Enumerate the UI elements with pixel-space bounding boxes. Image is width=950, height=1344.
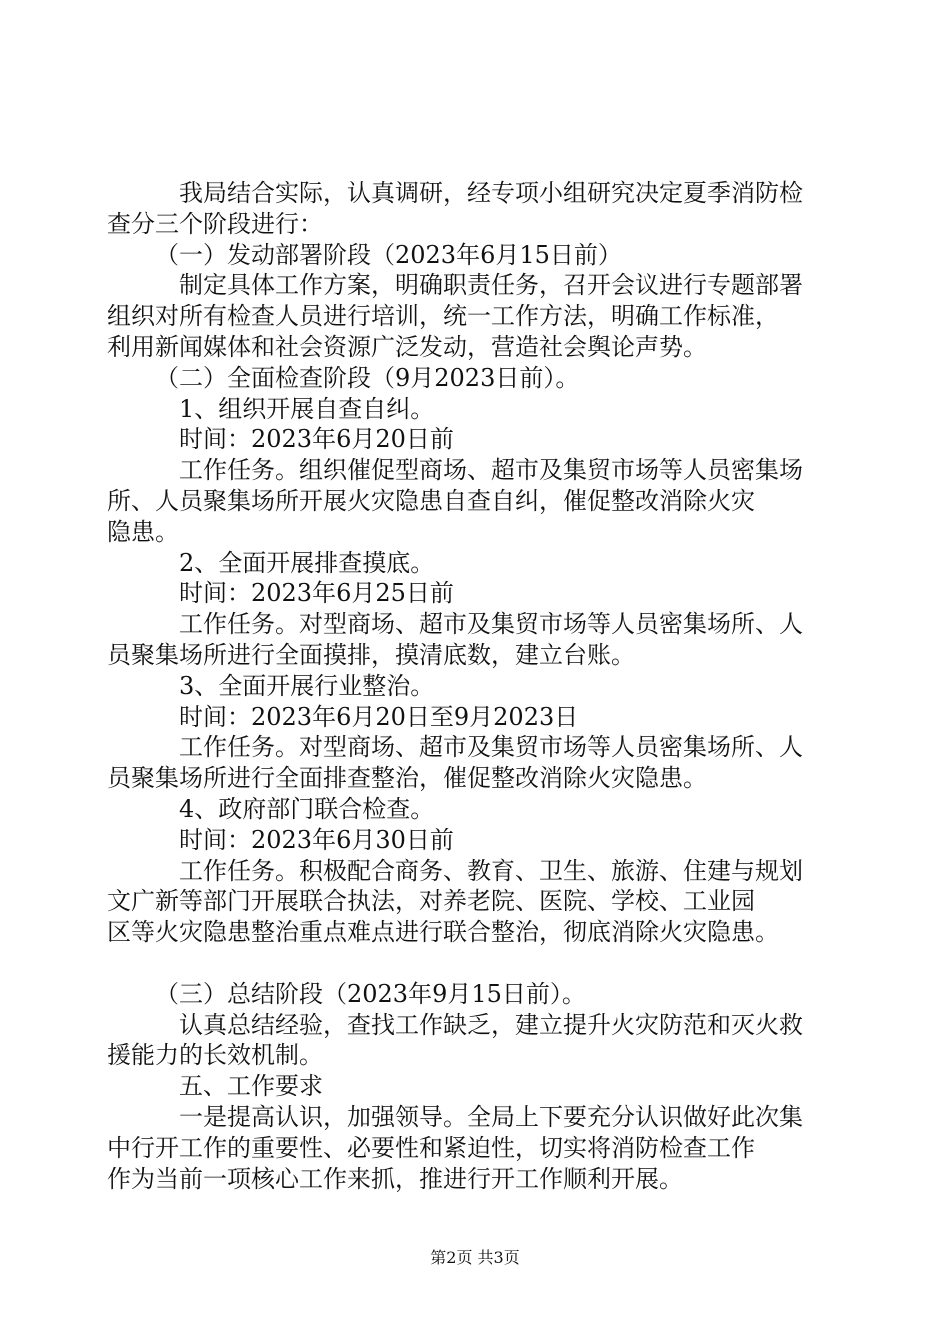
page-number: 第2页 共3页 xyxy=(430,1248,520,1267)
paragraph-line: 员聚集场所进行全面摸排，摸清底数，建立台账。 xyxy=(107,640,635,669)
paragraph-line: 工作任务。对型商场、超市及集贸市场等人员密集场所、人 xyxy=(179,610,803,639)
time-line: 时间：2023年6月30日前 xyxy=(179,825,454,854)
paragraph-line: 工作任务。对型商场、超市及集贸市场等人员密集场所、人 xyxy=(179,733,803,762)
section-heading: （一）发动部署阶段（2023年6月15日前） xyxy=(155,240,622,269)
paragraph-line: 工作任务。积极配合商务、教育、卫生、旅游、住建与规划 xyxy=(179,856,803,885)
paragraph-line: 区等火灾隐患整治重点难点进行联合整治，彻底消除火灾隐患。 xyxy=(107,918,779,947)
paragraph-line: 隐患。 xyxy=(107,517,179,546)
paragraph-line: 利用新闻媒体和社会资源广泛发动，营造社会舆论声势。 xyxy=(107,332,707,361)
paragraph-gap xyxy=(107,948,852,979)
subsection-heading: 1、组织开展自查自纠。 xyxy=(179,394,435,423)
paragraph-line: 中行开工作的重要性、必要性和紧迫性，切实将消防检查工作 xyxy=(107,1133,755,1162)
paragraph-line: 组织对所有检查人员进行培训，统一工作方法，明确工作标准， xyxy=(107,302,779,331)
paragraph-line: 工作任务。组织催促型商场、超市及集贸市场等人员密集场 xyxy=(179,456,803,485)
paragraph-line: 一是提高认识，加强领导。全局上下要充分认识做好此次集 xyxy=(179,1102,803,1131)
paragraph-line: 作为当前一项核心工作来抓，推进行开工作顺利开展。 xyxy=(107,1164,683,1193)
paragraph-line: 我局结合实际，认真调研，经专项小组研究决定夏季消防检 xyxy=(179,179,803,207)
subsection-heading: 2、全面开展排查摸底。 xyxy=(179,548,435,577)
page-footer xyxy=(0,1248,950,1268)
paragraph-line: 认真总结经验，查找工作缺乏，建立提升火灾防范和灭火救 xyxy=(179,1010,803,1039)
paragraph-line: 所、人员聚集场所开展火灾隐患自查自纠，催促整改消除火灾 xyxy=(107,486,755,515)
paragraph-line: 制定具体工作方案，明确职责任务，召开会议进行专题部署 xyxy=(179,271,803,300)
subsection-heading: 4、政府部门联合检查。 xyxy=(179,794,435,823)
time-line: 时间：2023年6月20日至9月2023日 xyxy=(179,702,579,731)
time-line: 时间：2023年6月20日前 xyxy=(179,425,454,454)
paragraph-line: 援能力的长效机制。 xyxy=(107,1041,323,1070)
time-line: 时间：2023年6月25日前 xyxy=(179,579,454,608)
section-heading: 五、工作要求 xyxy=(179,1072,323,1101)
paragraph-line: 员聚集场所进行全面排查整治，催促整改消除火灾隐患。 xyxy=(107,764,707,793)
section-heading: （三）总结阶段（2023年9月15日前）。 xyxy=(155,979,586,1008)
paragraph-line: 文广新等部门开展联合执法，对养老院、医院、学校、工业园 xyxy=(107,887,755,916)
subsection-heading: 3、全面开展行业整治。 xyxy=(179,671,435,700)
paragraph-line: 查分三个阶段进行： xyxy=(107,209,323,238)
section-heading: （二）全面检查阶段（9月2023日前）。 xyxy=(155,363,580,392)
document-body xyxy=(107,178,852,1194)
